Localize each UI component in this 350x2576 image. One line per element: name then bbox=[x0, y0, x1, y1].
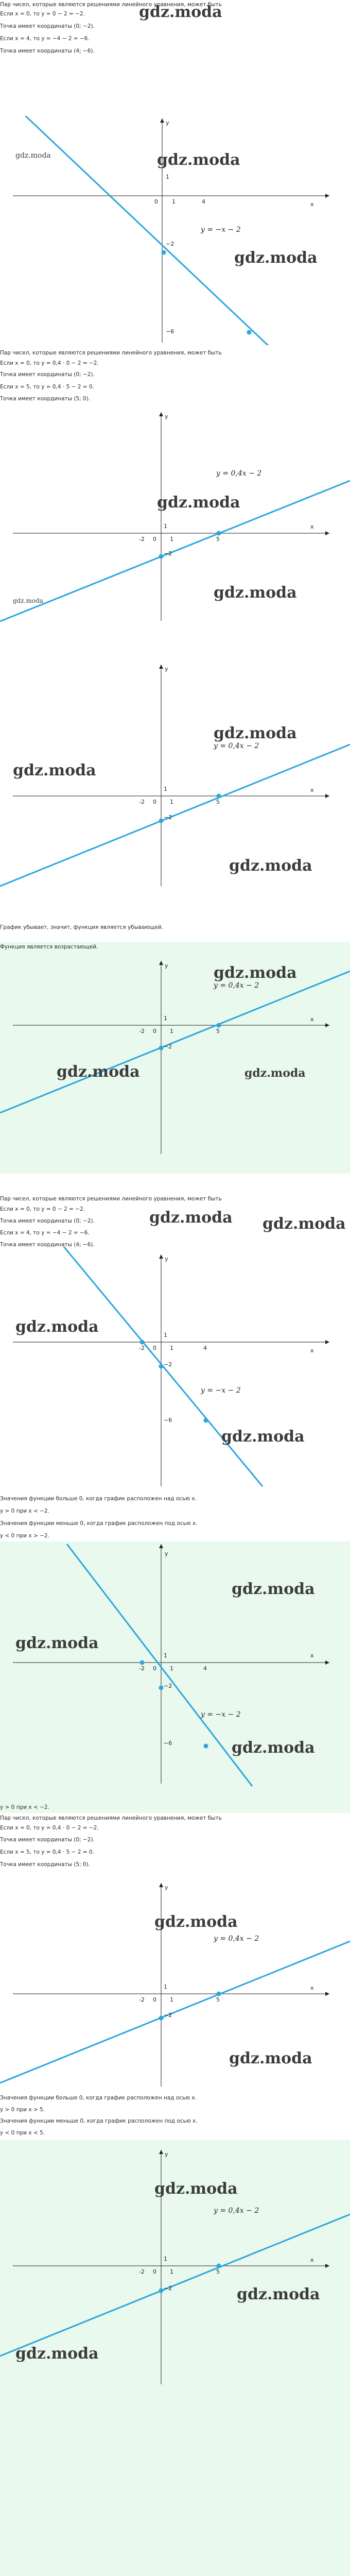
tick-label: 4 bbox=[202, 198, 205, 205]
tick-label: −2 bbox=[164, 2285, 172, 2292]
equation-label: y = 0,4x − 2 bbox=[214, 2207, 259, 2215]
point-4-m6 bbox=[204, 1418, 208, 1423]
y-arrow-icon bbox=[159, 1883, 163, 1887]
tick-label: 1 bbox=[170, 1345, 173, 1351]
watermark: gdz.moda bbox=[157, 151, 240, 169]
solution-line: Точка имеет координаты (4; −6). bbox=[0, 1242, 95, 1248]
y-axis-label: y bbox=[166, 120, 169, 126]
x-axis-label: x bbox=[310, 201, 314, 208]
watermark: gdz.moda bbox=[149, 1209, 233, 1227]
solution-line: Если x = 0, то y = 0,4 · 0 − 2 = −2. bbox=[0, 1825, 99, 1831]
tick-label: -2 bbox=[139, 1345, 145, 1351]
y-axis-label: y bbox=[165, 1256, 168, 1262]
function-line bbox=[67, 1544, 252, 1786]
x-axis-label: x bbox=[310, 1985, 314, 1991]
point-4-m6 bbox=[247, 330, 252, 335]
origin-label: 0 bbox=[153, 1028, 156, 1035]
y-axis-label: y bbox=[165, 413, 168, 420]
watermark: gdz.moda bbox=[15, 1634, 99, 1652]
watermark-row bbox=[0, 1198, 350, 1244]
graph-6 bbox=[0, 1541, 350, 1789]
watermark: gdz.moda bbox=[234, 249, 318, 267]
positive-rule: Значения функции больше 0, когда график расположен над осью x. bbox=[0, 2095, 197, 2101]
x-arrow-icon bbox=[325, 531, 329, 535]
point-0-m2 bbox=[159, 554, 164, 559]
watermark: gdz.moda bbox=[214, 724, 297, 742]
point-5-0 bbox=[217, 2264, 221, 2268]
positive-answer: y > 0 при x < −2. bbox=[0, 1508, 49, 1514]
tick-label: 1 bbox=[164, 523, 167, 530]
tick-label: 1 bbox=[170, 536, 173, 543]
tick-label: 1 bbox=[170, 799, 173, 805]
x-axis-label: x bbox=[310, 1016, 314, 1023]
x-axis-label: x bbox=[310, 1347, 314, 1354]
y-arrow-icon bbox=[159, 2150, 163, 2154]
point-m2-0 bbox=[140, 1660, 145, 1665]
graph-5 bbox=[0, 1247, 350, 1489]
origin-label: 0 bbox=[153, 2268, 156, 2275]
tick-label: 4 bbox=[203, 1665, 207, 1672]
graph-7 bbox=[0, 1870, 350, 2092]
tick-label: 5 bbox=[216, 2268, 220, 2275]
negative-rule: Значения функции меньше 0, когда график расположен под осью x. bbox=[0, 2118, 198, 2124]
solution-line: Если x = 5, то y = 0,4 · 5 − 2 = 0. bbox=[0, 384, 94, 390]
tick-label: -2 bbox=[139, 536, 145, 543]
watermark: gdz.moda bbox=[15, 2345, 99, 2363]
watermark: gdz.moda bbox=[139, 3, 222, 21]
y-axis-label: y bbox=[165, 2151, 168, 2158]
watermark: gdz.moda bbox=[229, 2049, 312, 2067]
tick-label: 4 bbox=[203, 1345, 207, 1351]
point-0-m2 bbox=[159, 2016, 164, 2021]
y-axis-label: y bbox=[165, 666, 168, 672]
x-axis-label: x bbox=[310, 787, 314, 793]
equation-label: y = −x − 2 bbox=[201, 1710, 241, 1719]
solution-line: Точка имеет координаты (5; 0). bbox=[0, 1861, 91, 1868]
point-0-m2 bbox=[159, 1364, 164, 1369]
negative-answer: y < 0 при x > −2. bbox=[0, 1533, 49, 1539]
tick-label: −2 bbox=[164, 1361, 172, 1368]
watermark-row bbox=[0, 0, 350, 21]
intro-text-6: Пар чисел, которые являются решениями линейного уравнения, может быть bbox=[0, 1815, 222, 1821]
solution-line: Если x = 0, то y = 0 − 2 = −2. bbox=[0, 11, 85, 17]
watermark: gdz.moda bbox=[244, 1066, 306, 1080]
negative-rule: Значения функции меньше 0, когда график расположен под осью x. bbox=[0, 1520, 198, 1527]
tick-label: 1 bbox=[164, 1332, 167, 1338]
x-arrow-icon bbox=[325, 1660, 329, 1665]
watermark: gdz.moda bbox=[15, 1318, 99, 1336]
decreasing-text: График убывает, значит, функция является убывающей. bbox=[0, 924, 164, 930]
intro-text-2: Пар чисел, которые являются решениями линейного уравнения, может быть bbox=[0, 350, 222, 356]
tick-label: −2 bbox=[164, 814, 172, 821]
x-arrow-icon bbox=[325, 1023, 329, 1027]
point-5-0 bbox=[217, 1023, 221, 1028]
tick-label: 5 bbox=[216, 1996, 220, 2003]
positive-rule: Значения функции больше 0, когда график расположен над осью x. bbox=[0, 1496, 197, 1502]
solution-line: Точка имеет координаты (0; −2). bbox=[0, 1218, 95, 1224]
tick-label: 5 bbox=[216, 536, 220, 543]
solution-line: Если x = 4, то y = −4 − 2 = −6. bbox=[0, 1230, 90, 1236]
watermark: gdz.moda bbox=[13, 597, 43, 604]
solution-line: Точка имеет координаты (5; 0). bbox=[0, 396, 91, 402]
point-0-m2 bbox=[162, 250, 166, 255]
y-arrow-icon bbox=[160, 118, 164, 123]
watermark: gdz.moda bbox=[232, 1580, 315, 1598]
function-line bbox=[0, 971, 350, 1113]
tick-label: 1 bbox=[170, 1028, 173, 1035]
tick-label: −2 bbox=[164, 2012, 172, 2019]
tick-label: 1 bbox=[164, 1984, 167, 1990]
point-5-0 bbox=[217, 794, 221, 799]
tick-label: 1 bbox=[164, 1652, 167, 1659]
watermark: gdz.moda bbox=[15, 151, 51, 160]
origin-label: 0 bbox=[154, 198, 158, 205]
point-0-m2 bbox=[159, 819, 164, 823]
tick-label: −2 bbox=[164, 550, 172, 557]
graph-3 bbox=[0, 659, 350, 891]
solution-line: Если x = 0, то y = 0,4 · 0 − 2 = −2. bbox=[0, 360, 99, 366]
function-line bbox=[10, 116, 293, 345]
tick-label: −2 bbox=[164, 1043, 172, 1050]
solution-line: Если x = 0, то y = 0 − 2 = −2. bbox=[0, 1206, 85, 1212]
origin-label: 0 bbox=[153, 1665, 156, 1672]
point-0-m2 bbox=[159, 1686, 164, 1690]
y-arrow-icon bbox=[159, 1544, 163, 1548]
watermark: gdz.moda bbox=[57, 1063, 140, 1081]
tick-label: −6 bbox=[164, 1740, 172, 1747]
tick-label: 1 bbox=[164, 786, 167, 792]
y-axis-label: y bbox=[165, 962, 168, 969]
origin-label: 0 bbox=[153, 536, 156, 543]
x-arrow-icon bbox=[325, 1340, 329, 1344]
answer-text: y > 0 при x < −2. bbox=[0, 1804, 49, 1810]
tick-label: −2 bbox=[166, 241, 174, 247]
point-4-m6 bbox=[204, 1744, 208, 1749]
watermark: gdz.moda bbox=[214, 584, 297, 602]
y-axis-label: y bbox=[165, 1550, 168, 1557]
solution-line: Если x = 5, то y = 0,4 · 5 − 2 = 0. bbox=[0, 1849, 94, 1855]
solution-line: Если x = 4, то y = −4 − 2 = −6. bbox=[0, 36, 90, 42]
solution-line: Точка имеет координаты (0; −2). bbox=[0, 23, 95, 29]
x-arrow-icon bbox=[325, 794, 329, 798]
solution-line: Точка имеет координаты (4; −6). bbox=[0, 48, 95, 54]
watermark: gdz.moda bbox=[221, 1428, 305, 1446]
equation-label: y = −x − 2 bbox=[201, 1386, 241, 1395]
intro-text-1: Пар чисел, которые являются решениями линейного уравнения, может быть bbox=[0, 2, 222, 8]
tick-label: 1 bbox=[170, 1665, 173, 1672]
y-arrow-icon bbox=[159, 665, 163, 669]
y-axis-label: y bbox=[165, 1884, 168, 1891]
y-arrow-icon bbox=[159, 1255, 163, 1259]
tick-label: 1 bbox=[164, 2256, 167, 2262]
x-arrow-icon bbox=[325, 2264, 329, 2268]
tick-label: 1 bbox=[170, 1996, 173, 2003]
tick-label: -2 bbox=[139, 1665, 145, 1672]
origin-label: 0 bbox=[153, 1996, 156, 2003]
equation-label: y = −x − 2 bbox=[201, 226, 241, 234]
solution-line: Точка имеет координаты (0; −2). bbox=[0, 371, 95, 378]
solution-line: Точка имеет координаты (0; −2). bbox=[0, 1837, 95, 1843]
tick-label: -2 bbox=[139, 2268, 145, 2275]
point-m2-0 bbox=[140, 1340, 145, 1345]
tick-label: 5 bbox=[216, 1028, 220, 1035]
x-axis-label: x bbox=[310, 1652, 314, 1659]
point-5-0 bbox=[217, 1992, 221, 1996]
tick-label: −6 bbox=[166, 328, 174, 335]
point-5-0 bbox=[217, 531, 221, 536]
watermark: gdz.moda bbox=[154, 1913, 238, 1931]
watermark: gdz.moda bbox=[262, 1215, 346, 1233]
tick-label: 1 bbox=[170, 2268, 173, 2275]
x-axis-label: x bbox=[310, 523, 314, 530]
increasing-text: Функция является возрастающей. bbox=[0, 944, 98, 950]
y-arrow-icon bbox=[159, 961, 163, 965]
watermark: gdz.moda bbox=[13, 761, 96, 779]
watermark: gdz.moda bbox=[154, 2180, 238, 2198]
tick-label: −6 bbox=[164, 1417, 172, 1423]
tick-label: 1 bbox=[164, 1015, 167, 1022]
watermark: gdz.moda bbox=[237, 2285, 320, 2303]
tick-label: -2 bbox=[139, 799, 145, 805]
positive-answer: y > 0 при x > 5. bbox=[0, 2107, 45, 2113]
tick-label: -2 bbox=[139, 1996, 145, 2003]
origin-label: 0 bbox=[153, 1345, 156, 1351]
watermark: gdz.moda bbox=[157, 494, 240, 512]
equation-label: y = 0,4x − 2 bbox=[214, 742, 259, 750]
equation-label: y = 0,4x − 2 bbox=[216, 469, 262, 478]
point-0-m2 bbox=[159, 1046, 164, 1050]
tick-label: -2 bbox=[139, 1028, 145, 1035]
highlight-band bbox=[0, 1802, 350, 1813]
equation-label: y = 0,4x − 2 bbox=[214, 981, 259, 990]
x-arrow-icon bbox=[325, 1992, 329, 1996]
graph-8 bbox=[0, 2140, 350, 2397]
x-arrow-icon bbox=[325, 194, 329, 198]
origin-label: 0 bbox=[153, 799, 156, 805]
point-0-m2 bbox=[159, 2289, 164, 2293]
graph-4 bbox=[0, 958, 350, 1170]
graph-1 bbox=[0, 116, 350, 345]
tick-label: 1 bbox=[166, 174, 169, 180]
negative-answer: y < 0 при x < 5. bbox=[0, 2130, 45, 2136]
tick-label: 1 bbox=[172, 198, 176, 205]
watermark: gdz.moda bbox=[232, 1739, 315, 1757]
graph-2 bbox=[0, 407, 350, 623]
y-arrow-icon bbox=[159, 412, 163, 416]
equation-label: y = 0,4x − 2 bbox=[214, 1935, 259, 1943]
x-axis-label: x bbox=[310, 2257, 314, 2263]
intro-text-4: Пар чисел, которые являются решениями линейного уравнения, может быть bbox=[0, 1196, 222, 1202]
tick-label: −2 bbox=[164, 1683, 172, 1689]
tick-label: 5 bbox=[216, 799, 220, 805]
watermark: gdz.moda bbox=[229, 857, 312, 875]
watermark: gdz.moda bbox=[214, 964, 297, 982]
